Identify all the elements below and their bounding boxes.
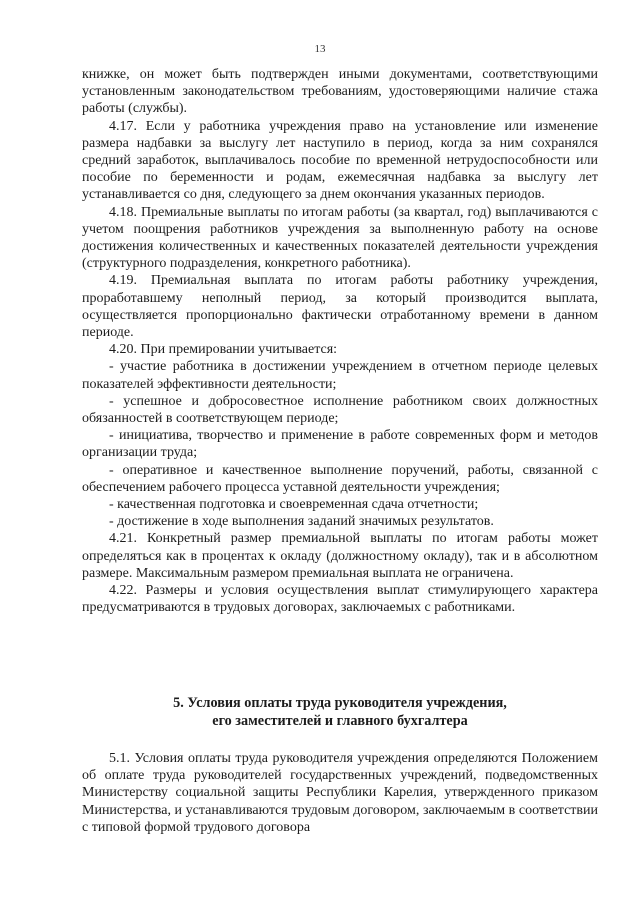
paragraph: 4.20. При премировании учитывается: [109,342,338,358]
paragraph: 5.1. Условия оплаты труда руководителя учреждения определяются Положением об оплате труда руководителей государственных учреждений, подведомственных Министерству социальной защиты Республики Карелия, утвержденного приказом Министерства, и устанавливаются трудовым договором, заключаемым в соответствии с типовой формой трудового договора [82,751,598,835]
list-item: - оперативное и качественное выполнение поручений, работы, связанной с обеспечением рабочего процесса уставной деятельности учреждения; [82,462,598,495]
paragraph: 4.22. Размеры и условия осуществления выплат стимулирующего характера предусматриваются в трудовых договорах, заключаемых с работниками. [82,583,598,616]
paragraph: книжке, он может быть подтвержден иными документами, соответствующими установленным законодательством требованиям, удостоверяющими наличие стажа работы (службы). [82,67,598,117]
list-item: - успешное и добросовестное исполнение работником своих должностных обязанностей в соответствующем периоде; [82,393,598,427]
page-number: 13 [314,43,326,55]
paragraph: 4.18. Премиальные выплаты по итогам работы (за квартал, год) выплачиваются с учетом поощрения работников учреждения за выполненную работу на основе достижения количественных и качественных показателей деятельности учреждения (структурного подразделения, конкретного работника). [82,204,598,272]
list-item: - участие работника в достижении учреждением в отчетном периоде целевых показателей эффективности деятельности; [82,359,598,392]
section-body [82,750,598,836]
paragraph: 4.19. Премиальная выплата по итогам работы работнику учреждения, проработавшему неполный период, за который производится выплата, осуществляется пропорционально фактически отработанному времени в данном периоде. [82,273,598,341]
list-item: - инициатива, творчество и применение в работе современных форм и методов организации труда; [82,428,598,461]
list-item: - качественная подготовка и своевременная сдача отчетности; [109,497,479,513]
paragraph: 4.21. Конкретный размер премиальной выплаты по итогам работы может определяться как в процентах к окладу (должностному окладу), так и в абсолютном размере. Максимальным размером премиальная выплата не ограничена. [82,531,598,581]
section-heading [82,694,598,730]
paragraph: 4.17. Если у работника учреждения право на установление или изменение размера надбавки за выслугу лет наступило в период, когда за ним сохранялся средний заработок, выплачивалось пособие по временной нетрудоспособности или пособие по беременности и родам, ежемесячная надбавка за выслугу лет устанавливается со дня, следующего за днем окончания указанных периодов. [82,118,598,203]
body-text [82,66,598,617]
section-heading-line: его заместителей и главного бухгалтера [212,713,468,729]
list-item: - достижение в ходе выполнения заданий значимых результатов. [109,514,494,530]
section-heading-line: 5. Условия оплаты труда руководителя учреждения, [173,695,507,711]
